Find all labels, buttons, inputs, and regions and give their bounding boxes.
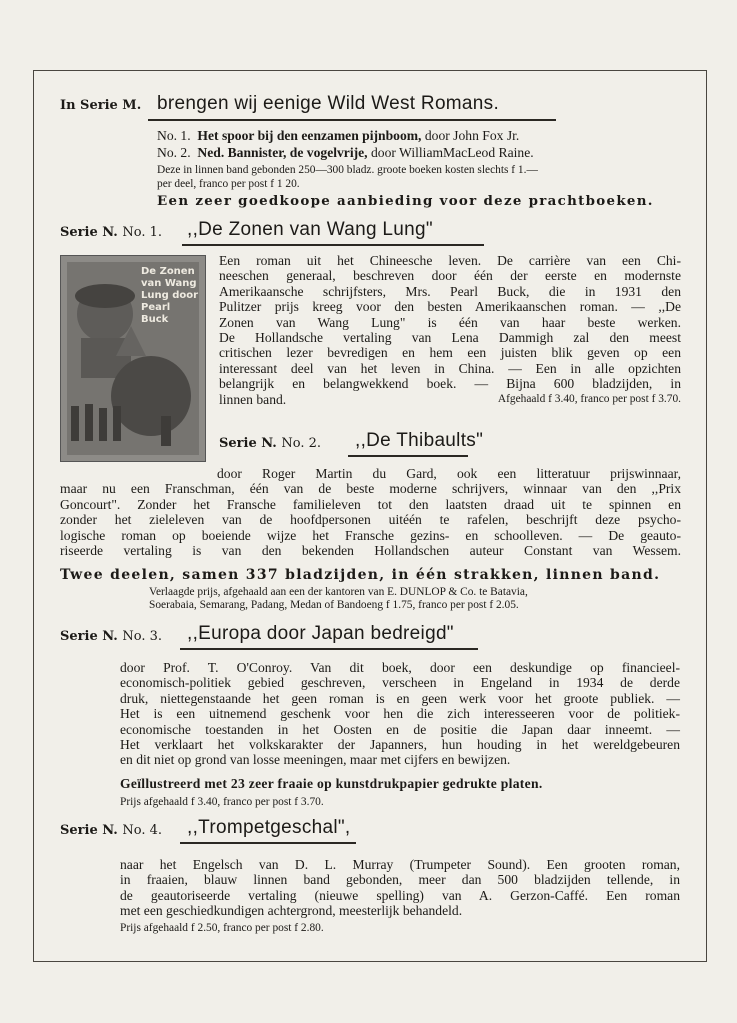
serie-n3-line: Het verklaart het volkskarakter der Japanners, hun houding in het wereldgebeuren xyxy=(120,737,680,753)
serie-n3-line: door Prof. T. O'Conroy. Van dit boek, door een deskundige op financieel- xyxy=(120,660,680,675)
serie-n1-line: Amerikaansche schrijfsters, Mrs. Pearl Buck, die in 1931 den xyxy=(219,283,681,299)
serie-n2-title: ,,De Thibaults" xyxy=(355,430,484,451)
serie-m-item-2: No. 2. Ned. Bannister, de vogelvrije, door WilliamMacLeod Raine. xyxy=(157,145,534,160)
serie-n3-line: Het is een uitnemend geschenk voor hen die zich interesseeren voor de politiek- xyxy=(120,706,680,722)
serie-n1-line: interessant deel van het leven in China. — Een in alle opzichten xyxy=(219,360,681,376)
serie-n1-line: Een roman uit het Chineesche leven. De carrière van een Chi- xyxy=(219,253,681,268)
serie-n1-line: critischen lezer bevredigen en hem een juisten blik geven op een xyxy=(219,345,681,361)
serie-n1-line: Pulitzer prijs kreeg voor den besten Amerikaanschen roman. — ,,De xyxy=(219,299,681,315)
serie-m-price-line-2: per deel, franco per post f 1 20. xyxy=(157,178,300,190)
serie-n4-last-line: met een geschiedkundigen achtergrond, meesterlijk behandeld. xyxy=(120,903,463,919)
serie-m-offer: Een zeer goedkoope aanbieding voor deze prachtboeken. xyxy=(157,193,654,209)
serie-n4-line: de geautoriseerde vertaling (nieuwe spelling) van A. Gerzon-Caffé. Een roman xyxy=(120,887,680,903)
serie-n3-label: Serie N. No. 3. xyxy=(60,629,163,644)
serie-n4-line: naar het Engelsch van D. L. Murray (Trumpeter Sound). Een grooten roman, xyxy=(120,857,680,872)
serie-n2-price-line-1: Verlaagde prijs, afgehaald aan een der kantoren van E. DUNLOP & Co. te Batavia, xyxy=(149,586,528,598)
serie-n1-price: Afgehaald f 3.40, franco per post f 3.70. xyxy=(497,392,681,405)
serie-m-price-line-1: Deze in linnen band gebonden 250—300 bladz. groote boeken kosten slechts f 1.— xyxy=(157,164,538,176)
serie-n1-line: De Hollandsche vertaling van Lena Dammigh zal den meest xyxy=(219,330,681,346)
serie-n4-line: in fraaien, blauw linnen band gebonden, meer dan 500 bladzijden tellende, in xyxy=(120,872,680,888)
serie-n1-last-line: linnen band. xyxy=(219,391,287,407)
serie-n1-description xyxy=(219,253,681,407)
serie-n1-label: Serie N. No. 1. xyxy=(60,225,163,240)
book-cover-image xyxy=(60,255,206,462)
book-cover-text: De Zonen van Wang Lung door Pearl Buck xyxy=(141,266,199,325)
serie-n3-title-rule xyxy=(180,648,478,650)
serie-n1-line: belangrijk en belangwekkend boek. — Bijna 600 bladzijden, in xyxy=(219,376,681,392)
serie-n3-price: Prijs afgehaald f 3.40, franco per post f 3.70. xyxy=(120,796,324,808)
serie-n4-description xyxy=(120,857,680,919)
serie-n2-price-line-2: Soerabaia, Semarang, Padang, Medan of Bandoeng f 1.75, franco per post f 2.05. xyxy=(149,599,519,611)
serie-m-item-1: No. 1. Het spoor bij den eenzamen pijnboom, door John Fox Jr. xyxy=(157,128,520,143)
serie-n3-description xyxy=(120,660,680,768)
serie-n2-line: logische roman op boeiende wijze het Fransche gezins- en schoolleven. — De geauto- xyxy=(60,527,681,543)
serie-n4-title: ,,Trompetgeschal", xyxy=(187,817,351,838)
serie-n2-line: door Roger Martin du Gard, ook een litteratuur prijswinnaar, xyxy=(217,466,681,481)
serie-n4-title-rule xyxy=(180,842,356,844)
serie-n2-line: Goncourt". Zonder het Fransche familieleven tot den laatsten draad uit te spinnen en xyxy=(60,496,681,512)
serie-n3-last-line: en dit niet op grond van losse meeningen, maar met cijfers en bewijzen. xyxy=(120,752,511,768)
serie-n3-line: druk, niettegenstaande het geen roman is en geen werk voor het groote publiek. — xyxy=(120,690,680,706)
serie-n2-description xyxy=(60,466,681,558)
serie-n1-line: Zonen van Wang Lung" is één van haar beste werken. xyxy=(219,314,681,330)
serie-n2-emphasis: Twee deelen, samen 337 bladzijden, in één strakken, linnen band. xyxy=(60,567,661,583)
serie-n4-price: Prijs afgehaald f 2.50, franco per post f 2.80. xyxy=(120,922,324,934)
serie-n2-line: zonder het zieleleven van de hoofdpersonen uitéén te rafelen, beschrijft deze psycho- xyxy=(60,512,681,528)
serie-n3-line: economische toestanden in het Oosten en de positie die Japan daar inneemt. — xyxy=(120,721,680,737)
serie-n2-line: riseerde vertaling is van den bekenden Hollandschen auteur Constant van Wessem. xyxy=(60,543,681,559)
serie-n1-title-rule xyxy=(182,244,484,246)
serie-n2-label: Serie N. No. 2. xyxy=(219,436,322,451)
serie-n2-title-rule xyxy=(348,455,468,457)
serie-m-label: In Serie M. xyxy=(60,98,142,113)
serie-n1-line: neeschen generaal, beschreven door één der eerste en modernste xyxy=(219,268,681,284)
serie-m-title: brengen wij eenige Wild West Romans. xyxy=(157,93,500,114)
serie-n4-label: Serie N. No. 4. xyxy=(60,823,163,838)
serie-m-title-rule xyxy=(148,119,556,121)
serie-n1-title: ,,De Zonen van Wang Lung" xyxy=(187,219,433,240)
serie-n3-line: economisch-politiek gebied geschreven, verscheen in Engeland in 1934 de derde xyxy=(120,675,680,691)
serie-n3-title: ,,Europa door Japan bedreigd" xyxy=(187,623,454,644)
serie-n2-line: maar nu een Franschman, één van de beste moderne schrijvers, winnaar van den ,,Prix xyxy=(60,481,681,497)
serie-n3-emphasis: Geïllustreerd met 23 zeer fraaie op kunstdrukpapier gedrukte platen. xyxy=(120,776,543,791)
